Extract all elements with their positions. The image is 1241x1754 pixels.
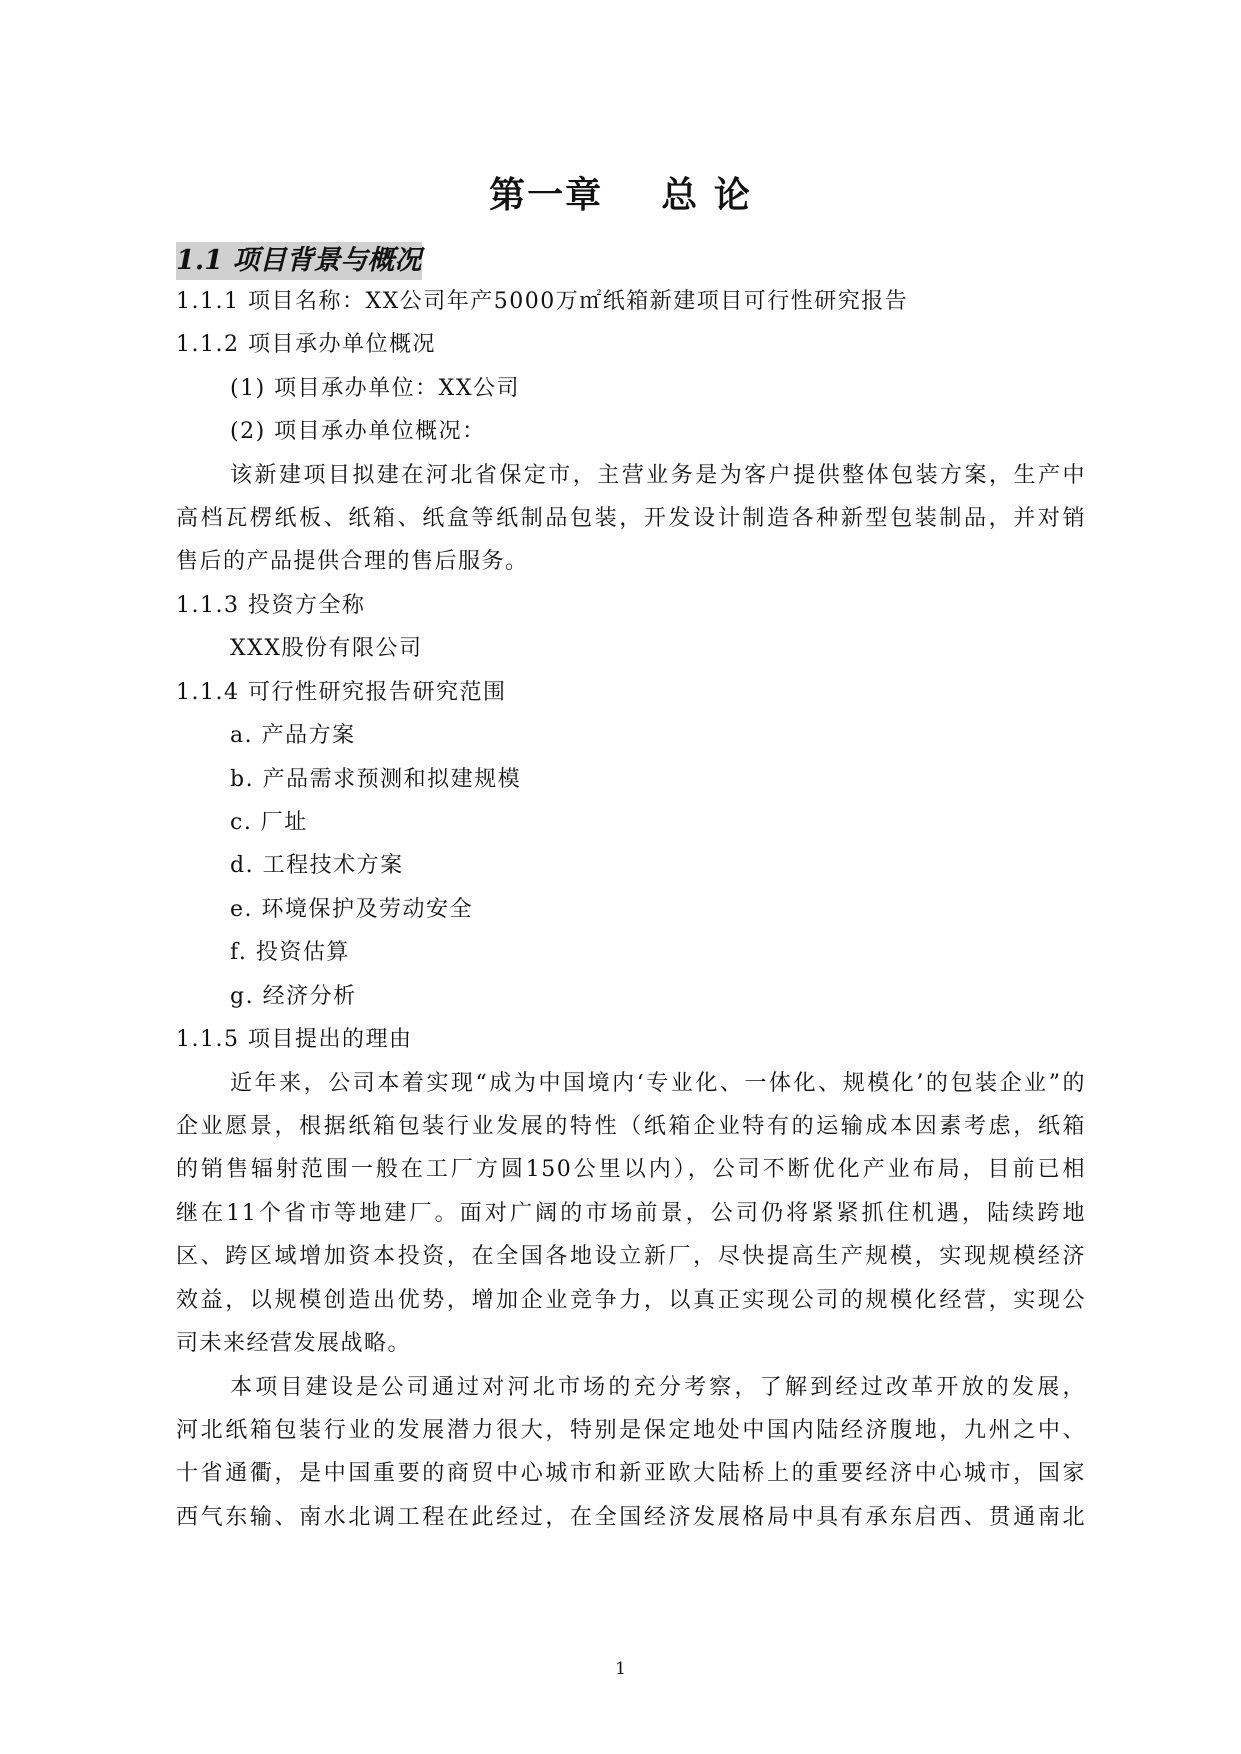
item-sponsor-overview-heading: 1.1.2 项目承办单位概况 — [176, 332, 436, 357]
item-project-name: 1.1.1 项目名称：XX公司年产5000万㎡纸箱新建项目可行性研究报告 — [176, 289, 909, 314]
paragraph-line: 十省通衢，是中国重要的商贸中心城市和新亚欧大陆桥上的重要经济中心城市，国家 — [176, 1461, 1086, 1486]
paragraph-line: 该新建项目拟建在河北省保定市，主营业务是为客户提供整体包装方案，生产中 — [230, 463, 1086, 488]
item-reasons-heading: 1.1.5 项目提出的理由 — [176, 1027, 413, 1052]
paragraph-line: 售后的产品提供合理的售后服务。 — [176, 549, 529, 574]
paragraph-line: 河北纸箱包装行业的发展潜力很大，特别是保定地处中国内陆经济腹地，九州之中、 — [176, 1418, 1086, 1443]
paragraph-line: 继在11个省市等地建厂。面对广阔的市场前景，公司仍将紧紧抓住机遇，陆续跨地 — [176, 1201, 1086, 1226]
chapter-title: 第一章 总 论 — [489, 174, 752, 216]
scope-list-item: a. 产品方案 — [230, 723, 356, 748]
page-number: 1 — [615, 1659, 626, 1679]
paragraph-line: 的销售辐射范围一般在工厂方圆150公里以内），公司不断优化产业布局，目前已相 — [176, 1157, 1086, 1182]
scope-list-item: g. 经济分析 — [230, 984, 357, 1009]
sub-item-sponsor-overview: (2) 项目承办单位概况： — [230, 419, 486, 444]
sub-item-sponsor: (1) 项目承办单位：XX公司 — [230, 376, 520, 401]
scope-list-item: c. 厂址 — [230, 810, 308, 835]
paragraph-line: 司未来经营发展战略。 — [176, 1331, 412, 1356]
investor-name: XXX股份有限公司 — [230, 636, 423, 661]
section-heading: 1.1 项目背景与概况 — [176, 242, 422, 280]
paragraph-line: 本项目建设是公司通过对河北市场的充分考察，了解到经过改革开放的发展， — [230, 1375, 1086, 1400]
paragraph-line: 企业愿景，根据纸箱包装行业发展的特性（纸箱企业特有的运输成本因素考虑，纸箱 — [176, 1114, 1086, 1139]
scope-list-item: f. 投资估算 — [230, 940, 350, 965]
scope-list-item: d. 工程技术方案 — [230, 853, 404, 878]
item-scope-heading: 1.1.4 可行性研究报告研究范围 — [176, 680, 507, 705]
item-investor-heading: 1.1.3 投资方全称 — [176, 593, 366, 618]
paragraph-line: 效益，以规模创造出优势，增加企业竞争力，以真正实现公司的规模化经营，实现公 — [176, 1288, 1086, 1313]
paragraph-line: 高档瓦楞纸板、纸箱、纸盒等纸制品包装，开发设计制造各种新型包装制品，并对销 — [176, 506, 1086, 531]
scope-list-item: e. 环境保护及劳动安全 — [230, 897, 474, 922]
paragraph-line: 区、跨区域增加资本投资，在全国各地设立新厂，尽快提高生产规模，实现规模经济 — [176, 1244, 1086, 1269]
paragraph-line: 近年来，公司本着实现“成为中国境内‘专业化、一体化、规模化’的包装企业”的 — [230, 1071, 1086, 1096]
paragraph-line: 西气东输、南水北调工程在此经过，在全国经济发展格局中具有承东启西、贯通南北 — [176, 1505, 1086, 1530]
scope-list-item: b. 产品需求预测和拟建规模 — [230, 767, 522, 792]
